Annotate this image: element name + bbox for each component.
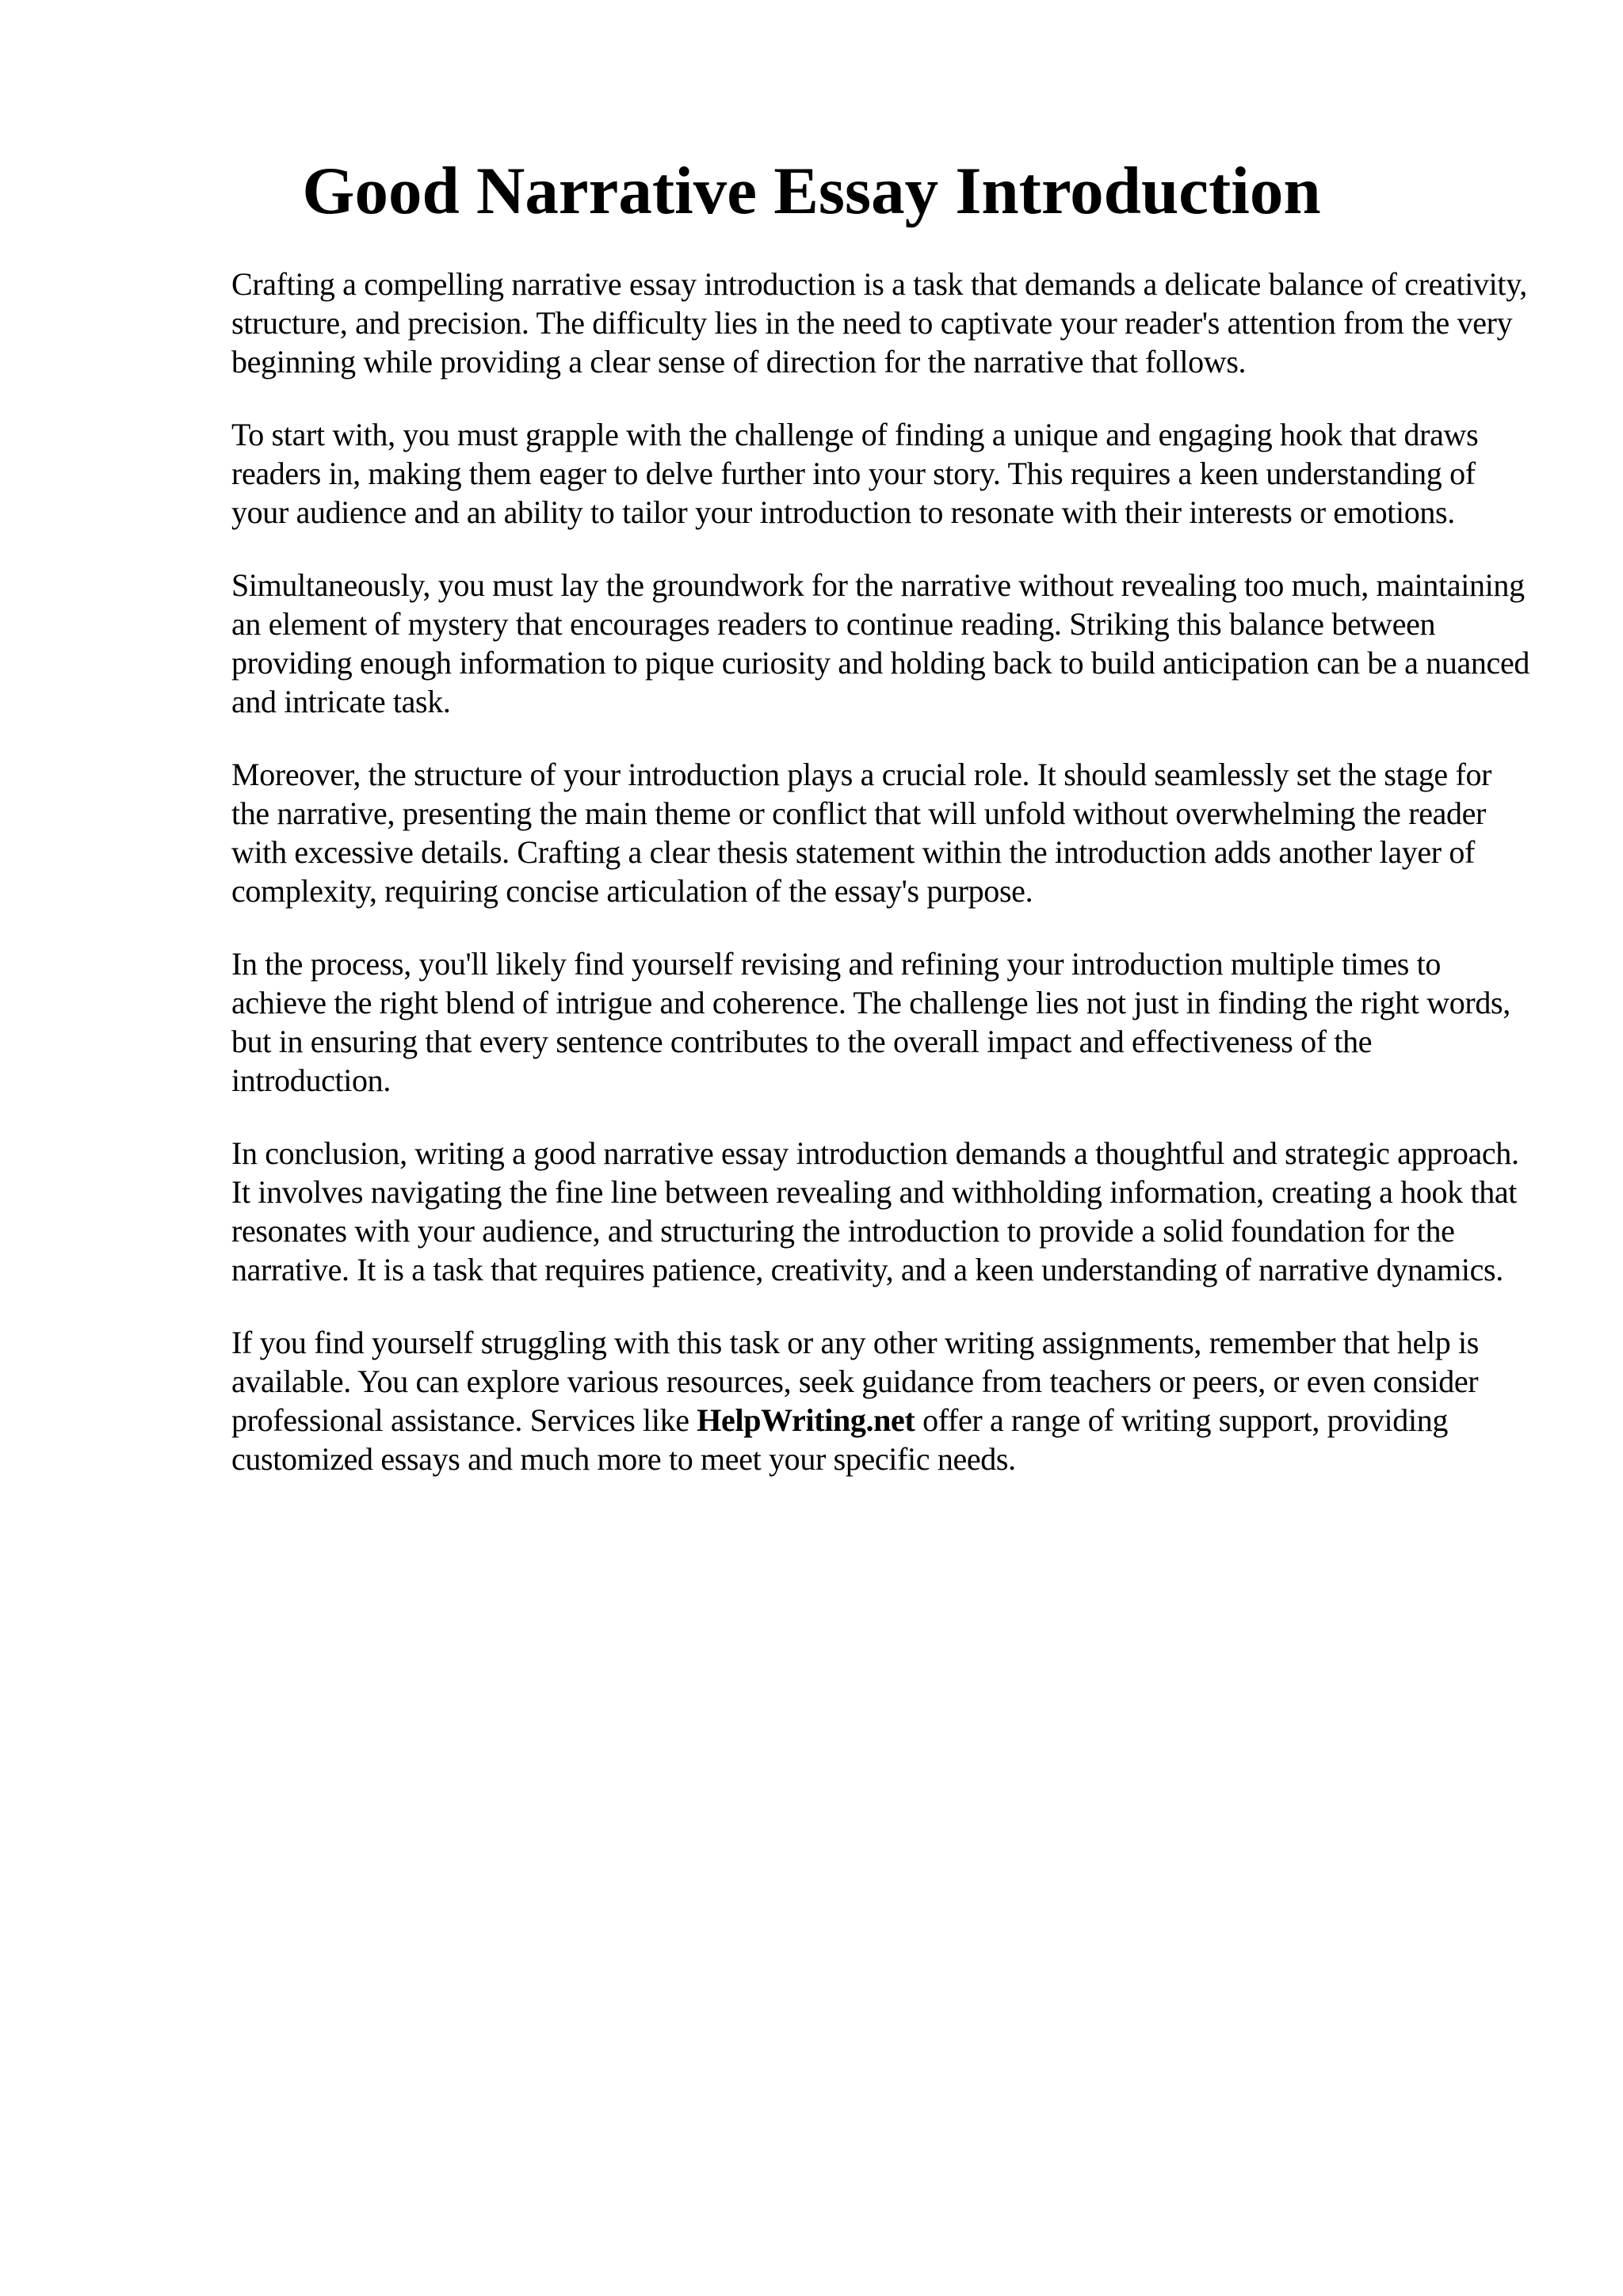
essay-body bbox=[231, 265, 1531, 1512]
paragraph-6: In conclusion, writing a good narrative essay introduction demands a thoughtful and strategic approach. It involves navigating the fine line between revealing and withholding information, creating a hook that resonates with your audience, and structuring the introduction to provide a solid foundation for the narrative. It is a task that requires patience, creativity, and a keen understanding of narrative dynamics. bbox=[231, 1135, 1519, 1287]
paragraph-7-text-before: If you find yourself struggling with this task or any other writing assignments, remember that help is available. You can explore various resources, seek guidance from teachers or peers, or even consider professional assistance. Services like bbox=[231, 1325, 1480, 1438]
paragraph-3: Simultaneously, you must lay the groundwork for the narrative without revealing too much, maintaining an element of mystery that encourages readers to continue reading. Striking this balance between providing enough information to pique curiosity and holding back to build anticipation can be a nuanced and intricate task. bbox=[231, 567, 1529, 719]
paragraph-1: Crafting a compelling narrative essay introduction is a task that demands a delicate balance of creativity, structure, and precision. The difficulty lies in the need to captivate your reader's attention from the very beginning while providing a clear sense of direction for the narrative that follows. bbox=[231, 266, 1527, 379]
helpwriting-link-text: HelpWriting.net bbox=[697, 1402, 915, 1438]
paragraph-2: To start with, you must grapple with the challenge of finding a unique and engaging hook that draws readers in, making them eager to delve further into your story. This requires a keen understanding of your audience and an ability to tailor your introduction to resonate with their interests or emotions. bbox=[231, 417, 1479, 530]
paragraph-7-text-after: offer a range of writing support, providing customized essays and much more to meet your specific needs. bbox=[231, 1402, 1449, 1477]
page-title: Good Narrative Essay Introduction bbox=[302, 154, 1321, 228]
paragraph-7 bbox=[231, 1323, 1531, 1478]
paragraph-4: Moreover, the structure of your introduction plays a crucial role. It should seamlessly set the stage for the narrative, presenting the main theme or conflict that will unfold without overwhelming the reader with excessive details. Crafting a clear thesis statement within the introduction adds another layer of complexity, requiring concise articulation of the essay's purpose. bbox=[231, 757, 1492, 909]
paragraph-5: In the process, you'll likely find yourself revising and refining your introduction multiple times to achieve the right blend of intrigue and coherence. The challenge lies not just in finding the right words, but in ensuring that every sentence contributes to the overall impact and effectiveness of the introduction. bbox=[231, 946, 1510, 1098]
